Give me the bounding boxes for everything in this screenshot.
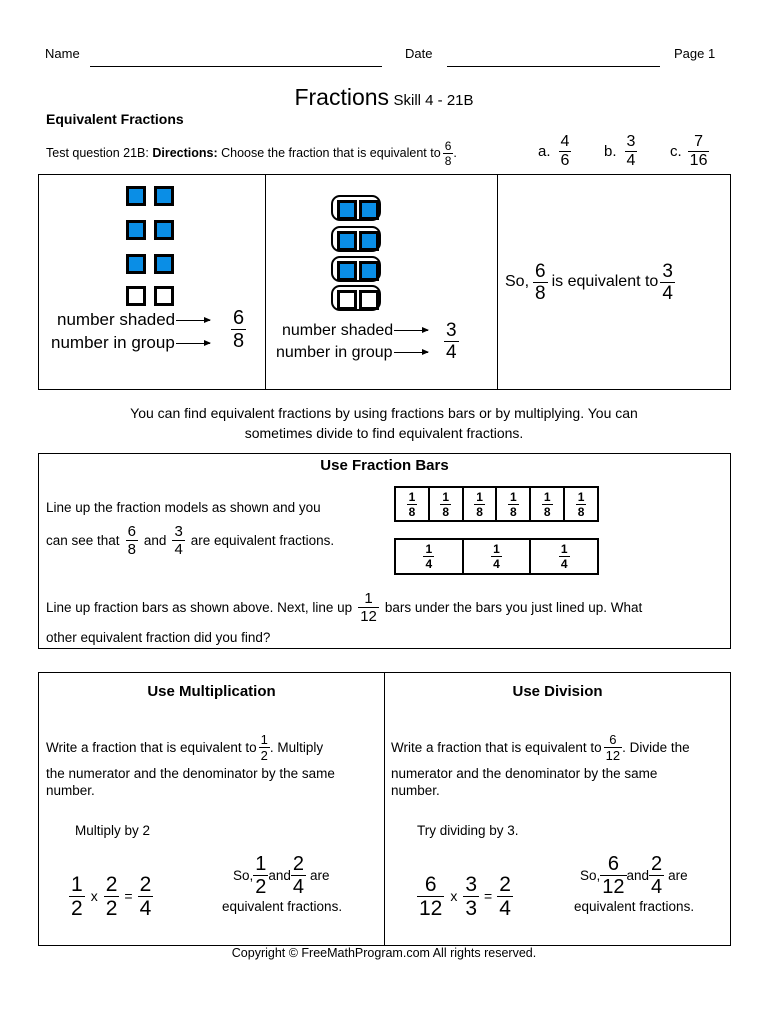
unshaded-square [154,286,174,306]
division-equation: $\frac{6}{12}$ x $\frac{3}{3}$ = $\frac{2}{4}$ [419,872,511,920]
fraction-bar-label: $\frac{1}{8}$ [510,489,517,519]
middle-fraction: $\frac{3}{4}$ [446,320,457,363]
multiplication-heading: Use Multiplication [147,683,276,700]
fraction-bar-cell [462,488,496,520]
page-title [0,84,768,111]
fraction-bars-heading: Use Fraction Bars [320,457,449,474]
title-skill: Skill 4 - 21B [393,92,474,109]
fraction-bar-label: $\frac{1}{8}$ [543,489,551,519]
division-text1: Write a fraction that is equivalent to $\frac{6}{12}$ . Divide the [391,731,690,763]
unshaded-square [126,286,146,306]
shaded-square [359,231,379,251]
shaded-square [126,220,146,240]
unshaded-square [337,290,357,310]
multiplication-text1: Write a fraction that is equivalent to $\frac{1}{2}$ . Multiply [46,731,324,763]
fraction-bar-cell [495,488,529,520]
question-fraction: $\frac{6}{8}$ [444,138,452,168]
fraction-bars-text1: Line up the fraction models as shown and you [46,500,321,515]
arrow-icon [394,352,428,353]
question-period: . [453,146,457,160]
fraction-bar-cell [428,488,462,520]
fraction-bar-label: $\frac{1}{4}$ [560,542,568,571]
date-label: Date [405,46,433,61]
group-label: number in group [276,344,429,362]
option-b-fraction: $\frac{3}{4}$ [626,132,636,169]
model-panel-left [38,174,266,390]
division-section [384,672,731,946]
shaded-square [359,200,379,220]
option-a[interactable] [538,128,571,174]
shaded-square [154,220,174,240]
copyright: Copyright © FreeMathProgram.com All rights reserved. [231,946,537,960]
division-text2: numerator and the denominator by the same number. [391,766,658,798]
option-c-letter: c. [670,142,682,160]
shaded-square [126,254,146,274]
option-c[interactable] [670,128,709,174]
unshaded-square [359,290,379,310]
fraction-bar-cell [563,488,597,520]
fraction-bar-label: $\frac{1}{8}$ [577,489,585,519]
option-a-fraction: $\frac{4}{6}$ [560,132,570,169]
group-label: number in group [51,333,211,353]
fraction-bars-text3: Line up fraction bars as shown above. Next, line up $\frac{1}{12}$ bars under the bars you just lined up. What [46,589,643,625]
multiplication-equiv: equivalent fractions. [222,899,343,914]
page-number: Page 1 [674,46,716,61]
fraction-bar-label: $\frac{1}{8}$ [476,489,483,519]
fraction-bars-text2: can see that $\frac{6}{8}$ and $\frac{3}{4}$ are equivalent fractions. [46,522,335,558]
directions-label: Directions: [152,146,218,160]
question-text: Choose the fraction that is equivalent to [217,146,441,160]
option-b-letter: b. [604,142,617,160]
multiplication-text2: the numerator and the denominator by the same number. [46,766,335,798]
shaded-square [337,200,357,220]
fraction-bar-cell [396,488,428,520]
multiplication-section [38,672,385,946]
name-label: Name [45,46,80,61]
fraction-bars-text4: other equivalent fraction did you find? [46,630,271,645]
conclusion: So, $\frac{6}{8}$ is equivalent to $\frac{3}{4}$ [505,260,673,304]
section-heading: Equivalent Fractions [46,111,184,127]
fraction-bars-section [38,453,731,649]
shaded-label: number shaded [57,310,211,330]
arrow-icon [394,330,428,331]
model-panel-middle [265,174,498,390]
multiplication-step: Multiply by 2 [75,823,151,838]
fraction-bar-cell [396,540,462,573]
fraction-bar-cell [529,488,563,520]
division-step: Try dividing by 3. [417,823,519,838]
quarters-fraction-bar [394,538,599,575]
option-c-fraction: $\frac{7}{16}$ [689,132,708,169]
shaded-label: number shaded [282,322,429,340]
question-prefix: Test question 21B: [46,146,153,160]
shaded-square [126,186,146,206]
arrow-icon [176,320,210,321]
division-conclusion: So, $\frac{6}{12}$ and $\frac{2}{4}$ are [580,852,688,898]
title-main: Fractions [294,84,390,110]
fraction-bar-label: $\frac{1}{8}$ [408,489,416,519]
shaded-square [154,254,174,274]
question [46,133,457,173]
left-fraction: $\frac{6}{8}$ [233,307,245,352]
multiplication-conclusion: So, $\frac{1}{2}$ and $\frac{2}{4}$ are [233,852,330,898]
arrow-icon [176,343,210,344]
shaded-square [337,231,357,251]
multiplication-equation: $\frac{1}{2}$ x $\frac{2}{2}$ = $\frac{2}{4}$ [71,872,152,920]
fraction-bar-label: $\frac{1}{4}$ [425,542,433,571]
shaded-square [154,186,174,206]
name-line[interactable] [90,66,382,67]
date-line[interactable] [447,66,660,67]
intro-text: You can find equivalent fractions by using fractions bars or by multiplying. You can sometimes divide to find equivalent fractions. [130,405,638,441]
fraction-bar-cell [462,540,530,573]
fraction-bar-cell [529,540,597,573]
eighths-fraction-bar [394,486,599,522]
option-b[interactable] [604,128,637,174]
option-a-letter: a. [538,142,551,160]
division-equiv: equivalent fractions. [574,899,695,914]
fraction-bar-label: $\frac{1}{8}$ [442,489,450,519]
model-panel-right [497,174,731,390]
fraction-bar-label: $\frac{1}{4}$ [493,542,500,571]
shaded-square [359,261,379,281]
division-heading: Use Division [512,683,603,700]
shaded-square [337,261,357,281]
